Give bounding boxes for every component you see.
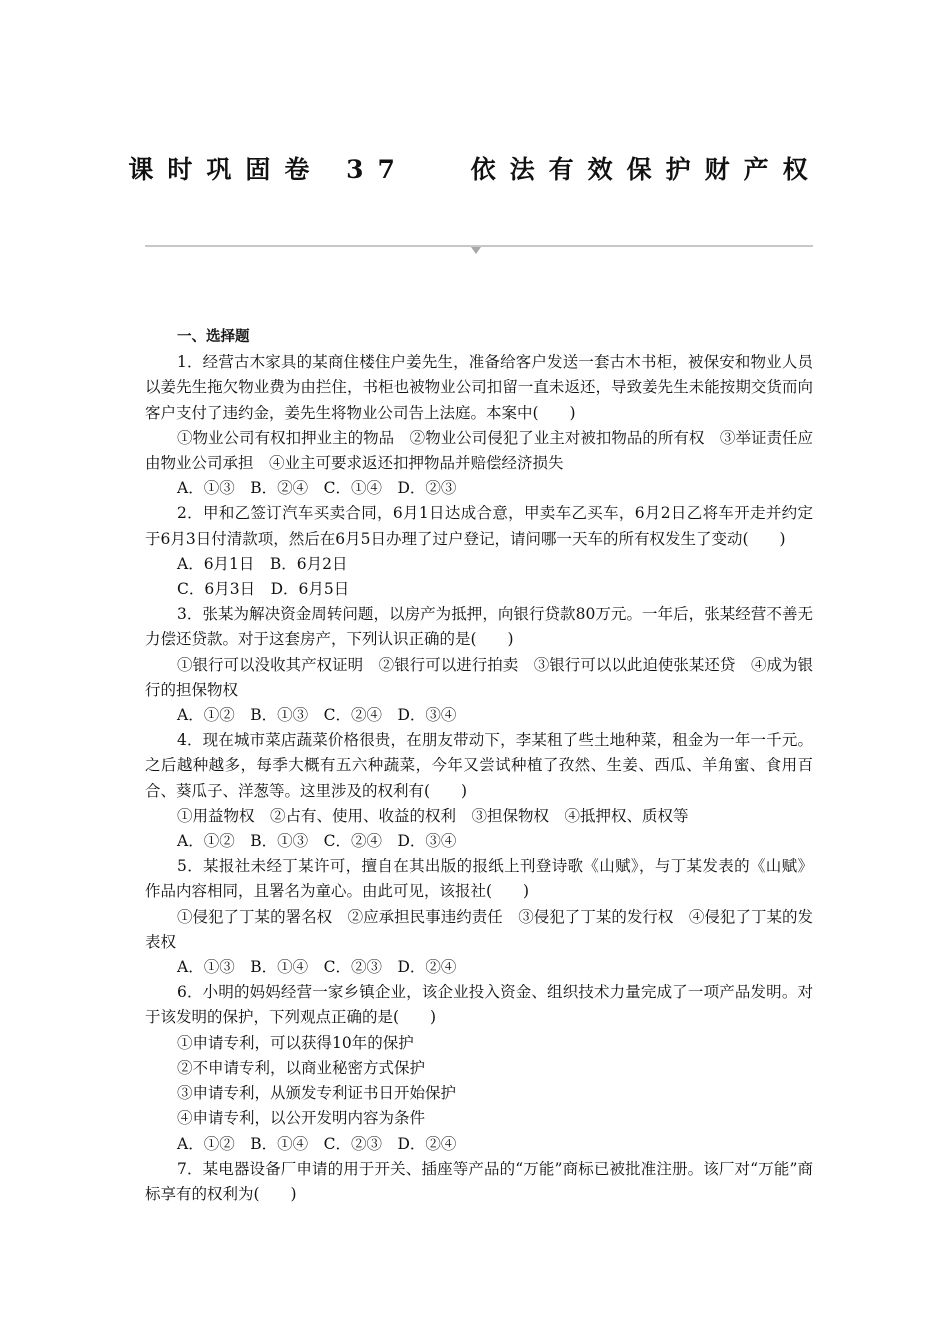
question-5-options: A．①③ B．①④ C．②③ D．②④ (177, 958, 457, 977)
question-3-stem: 3．张某为解决资金周转问题，以房产为抵押，向银行贷款80万元。一年后，张某经营不善无力偿还贷款。对于这套房产，下列认识正确的是( ) (145, 605, 813, 649)
question-6-options: A．①② B．①④ C．②③ D．②④ (177, 1134, 457, 1153)
question-7-stem: 7．某电器设备厂申请的用于开关、插座等产品的“万能”商标已被批准注册。该厂对“万能”商标享有的权利为( ) (145, 1159, 813, 1203)
section-heading: 一、选择题 (177, 329, 250, 345)
question-3-options: A．①② B．①③ C．②④ D．③④ (177, 706, 457, 725)
question-6-stem: 6．小明的妈妈经营一家乡镇企业，该企业投入资金、组织技术力量完成了一项产品发明。对于该发明的保护，下列观点正确的是( ) (145, 983, 813, 1027)
question-6-statement-4: ④申请专利，以公开发明内容为条件 (177, 1109, 426, 1128)
document-body (145, 325, 813, 1207)
question-6-statement-2: ②不申请专利，以商业秘密方式保护 (177, 1058, 426, 1077)
question-2-stem: 2．甲和乙签订汽车买卖合同，6月1日达成合意，甲卖车乙买车，6月2日乙将车开走并约定于6月3日付清款项，然后在6月5日办理了过户登记，请问哪一天车的所有权发生了变动( ) (145, 504, 813, 548)
question-4-options: A．①② B．①③ C．②④ D．③④ (177, 832, 457, 851)
question-4-statements: ①用益物权 ②占有、使用、收益的权利 ③担保物权 ④抵押权、质权等 (177, 806, 689, 825)
question-5-stem: 5．某报社未经丁某许可，擅自在其出版的报纸上刊登诗歌《山赋》，与丁某发表的《山赋》作品内容相同，且署名为童心。由此可见，该报社( ) (145, 857, 813, 901)
question-1-statements: ①物业公司有权扣押业主的物品 ②物业公司侵犯了业主对被扣物品的所有权 ③举证责任应由物业公司承担 ④业主可要求返还扣押物品并赔偿经济损失 (145, 428, 813, 473)
question-4-stem: 4．现在城市菜店蔬菜价格很贵，在朋友带动下，李某租了些土地种菜，租金为一年一千元。之后越种越多，每季大概有五六种蔬菜，今年又尝试种植了孜然、生姜、西瓜、羊角蜜、食用百合、葵瓜子、洋葱等。这里涉及的权利有( ) (145, 731, 813, 800)
page-title: 课时巩固卷 37 依法有效保护财产权 (128, 155, 822, 184)
question-1-stem: 1．经营古木家具的某商住楼住户姜先生，准备给客户发送一套古木书柜，被保安和物业人员以姜先生拖欠物业费为由拦住，书柜也被物业公司扣留一直未返还，导致姜先生未能按期交货而向客户支付了违约金，姜先生将物业公司告上法庭。本案中( ) (145, 353, 813, 422)
question-2-options-line-2: C．6月3日 D．6月5日 (177, 580, 350, 599)
question-6-statement-3: ③申请专利，从颁发专利证书日开始保护 (177, 1084, 457, 1103)
question-5-statements: ①侵犯了丁某的署名权 ②应承担民事违约责任 ③侵犯了丁某的发行权 ④侵犯了丁某的发表权 (145, 907, 813, 951)
question-3-statements: ①银行可以没收其产权证明 ②银行可以进行拍卖 ③银行可以以此迫使张某还贷 ④成为银行的担保物权 (145, 655, 813, 699)
question-6-statement-1: ①申请专利，可以获得10年的保护 (177, 1033, 414, 1052)
question-2-options-line-1: A．6月1日 B．6月2日 (177, 554, 348, 573)
divider-triangle-icon (471, 247, 481, 254)
question-1-options: A．①③ B．②④ C．①④ D．②③ (177, 479, 457, 498)
